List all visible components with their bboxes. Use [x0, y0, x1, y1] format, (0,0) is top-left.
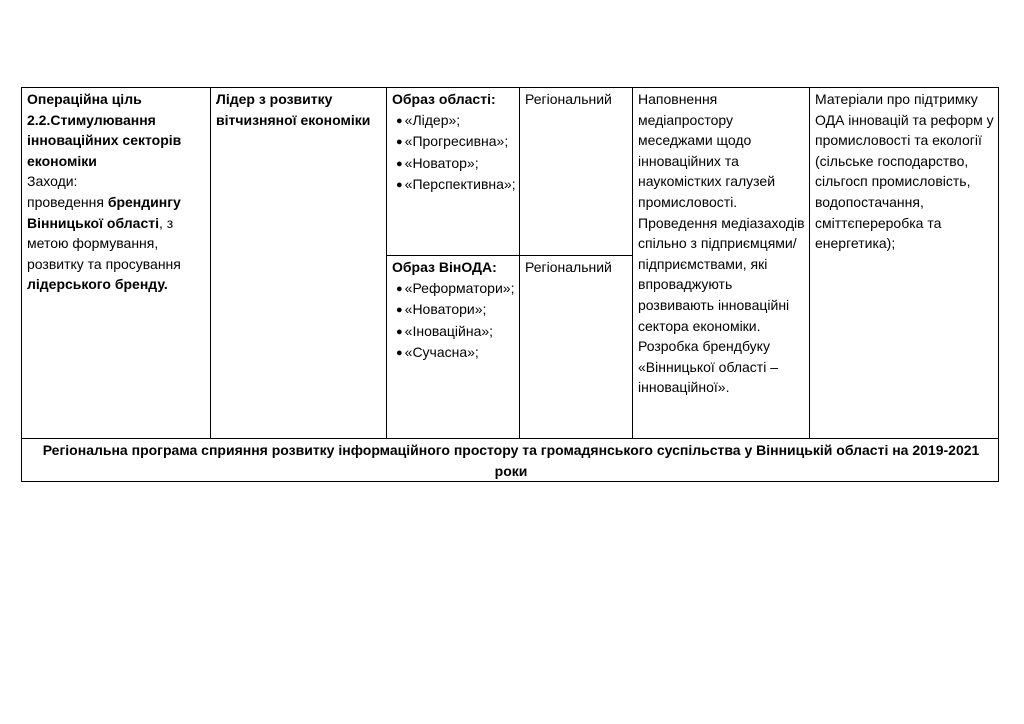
level-text-2: Регіональний	[525, 259, 612, 275]
list-item: ● «Перспективна»;	[396, 176, 516, 193]
materials-cell	[810, 88, 999, 439]
actions-text: Наповнення медіапростору меседжами щодо інноваційних та наукомістких галузей промисловості. Проведення медіазаходів спільно з підприємцями/ підприємствами, які впроваджують розвивають інноваційні сектора економіки. Розробка брендбуку «Вінницької області – інноваційної».	[638, 91, 805, 396]
bullet-icon: ●	[396, 157, 403, 170]
goal-title: Операційна ціль 2.2.Стимулювання інноваційних секторів економіки	[27, 91, 182, 169]
bullet-icon: ●	[396, 136, 403, 149]
table-row	[22, 88, 999, 256]
region-image-list	[392, 110, 516, 196]
leader-cell	[211, 88, 387, 439]
measures-text-part2: , з метою формування, розвитку та просування	[27, 214, 181, 272]
list-item: ● «Новатори»;	[396, 301, 487, 318]
region-image-title: Образ області:	[392, 91, 496, 107]
leader-title: Лідер з розвитку вітчизняної економіки	[216, 91, 371, 128]
list-item: ● «Прогресивна»;	[396, 133, 509, 150]
materials-text: Матеріали про підтримку ОДА інновацій та реформ у промисловості та екології (сільське господарство, сільгосп промисловість, водопостачання, сміттєпереробка та енергетика);	[815, 91, 994, 252]
measures-text-bold2: лідерського бренду.	[27, 276, 168, 293]
program-footer-cell	[22, 439, 999, 482]
list-item: ● «Реформатори»;	[396, 279, 515, 296]
region-image-cell	[387, 88, 520, 256]
level-text-1: Регіональний	[525, 91, 612, 107]
bullet-icon: ●	[396, 114, 403, 127]
list-item: ● «Сучасна»;	[396, 344, 479, 361]
table-row	[22, 439, 999, 482]
level-cell-2	[520, 256, 633, 439]
bullet-icon: ●	[396, 347, 403, 360]
list-item: ● «Іноваційна»;	[396, 322, 494, 339]
oda-image-list	[392, 278, 516, 364]
bullet-icon: ●	[396, 179, 403, 192]
oda-image-title: Образ ВінОДА:	[392, 259, 497, 275]
bullet-icon: ●	[396, 282, 403, 295]
measures-label: Заходи:	[27, 173, 78, 190]
measures-text-part1: проведення	[27, 193, 108, 210]
measures-text	[27, 192, 207, 295]
bullet-icon: ●	[396, 325, 403, 338]
measures-text-bold1: брендингу Вінницької області	[27, 193, 181, 231]
oda-image-cell	[387, 256, 520, 439]
level-cell-1	[520, 88, 633, 256]
bullet-icon: ●	[396, 304, 403, 317]
list-item: ● «Новатор»;	[396, 154, 479, 171]
strategy-table	[21, 87, 999, 482]
goal-cell	[22, 88, 211, 439]
actions-cell	[633, 88, 810, 439]
list-item: ● «Лідер»;	[396, 111, 461, 128]
program-title: Регіональна програма сприяння розвитку інформаційного простору та громадянського суспільства у Вінницькій області на 2019-2021 роки	[42, 442, 980, 479]
